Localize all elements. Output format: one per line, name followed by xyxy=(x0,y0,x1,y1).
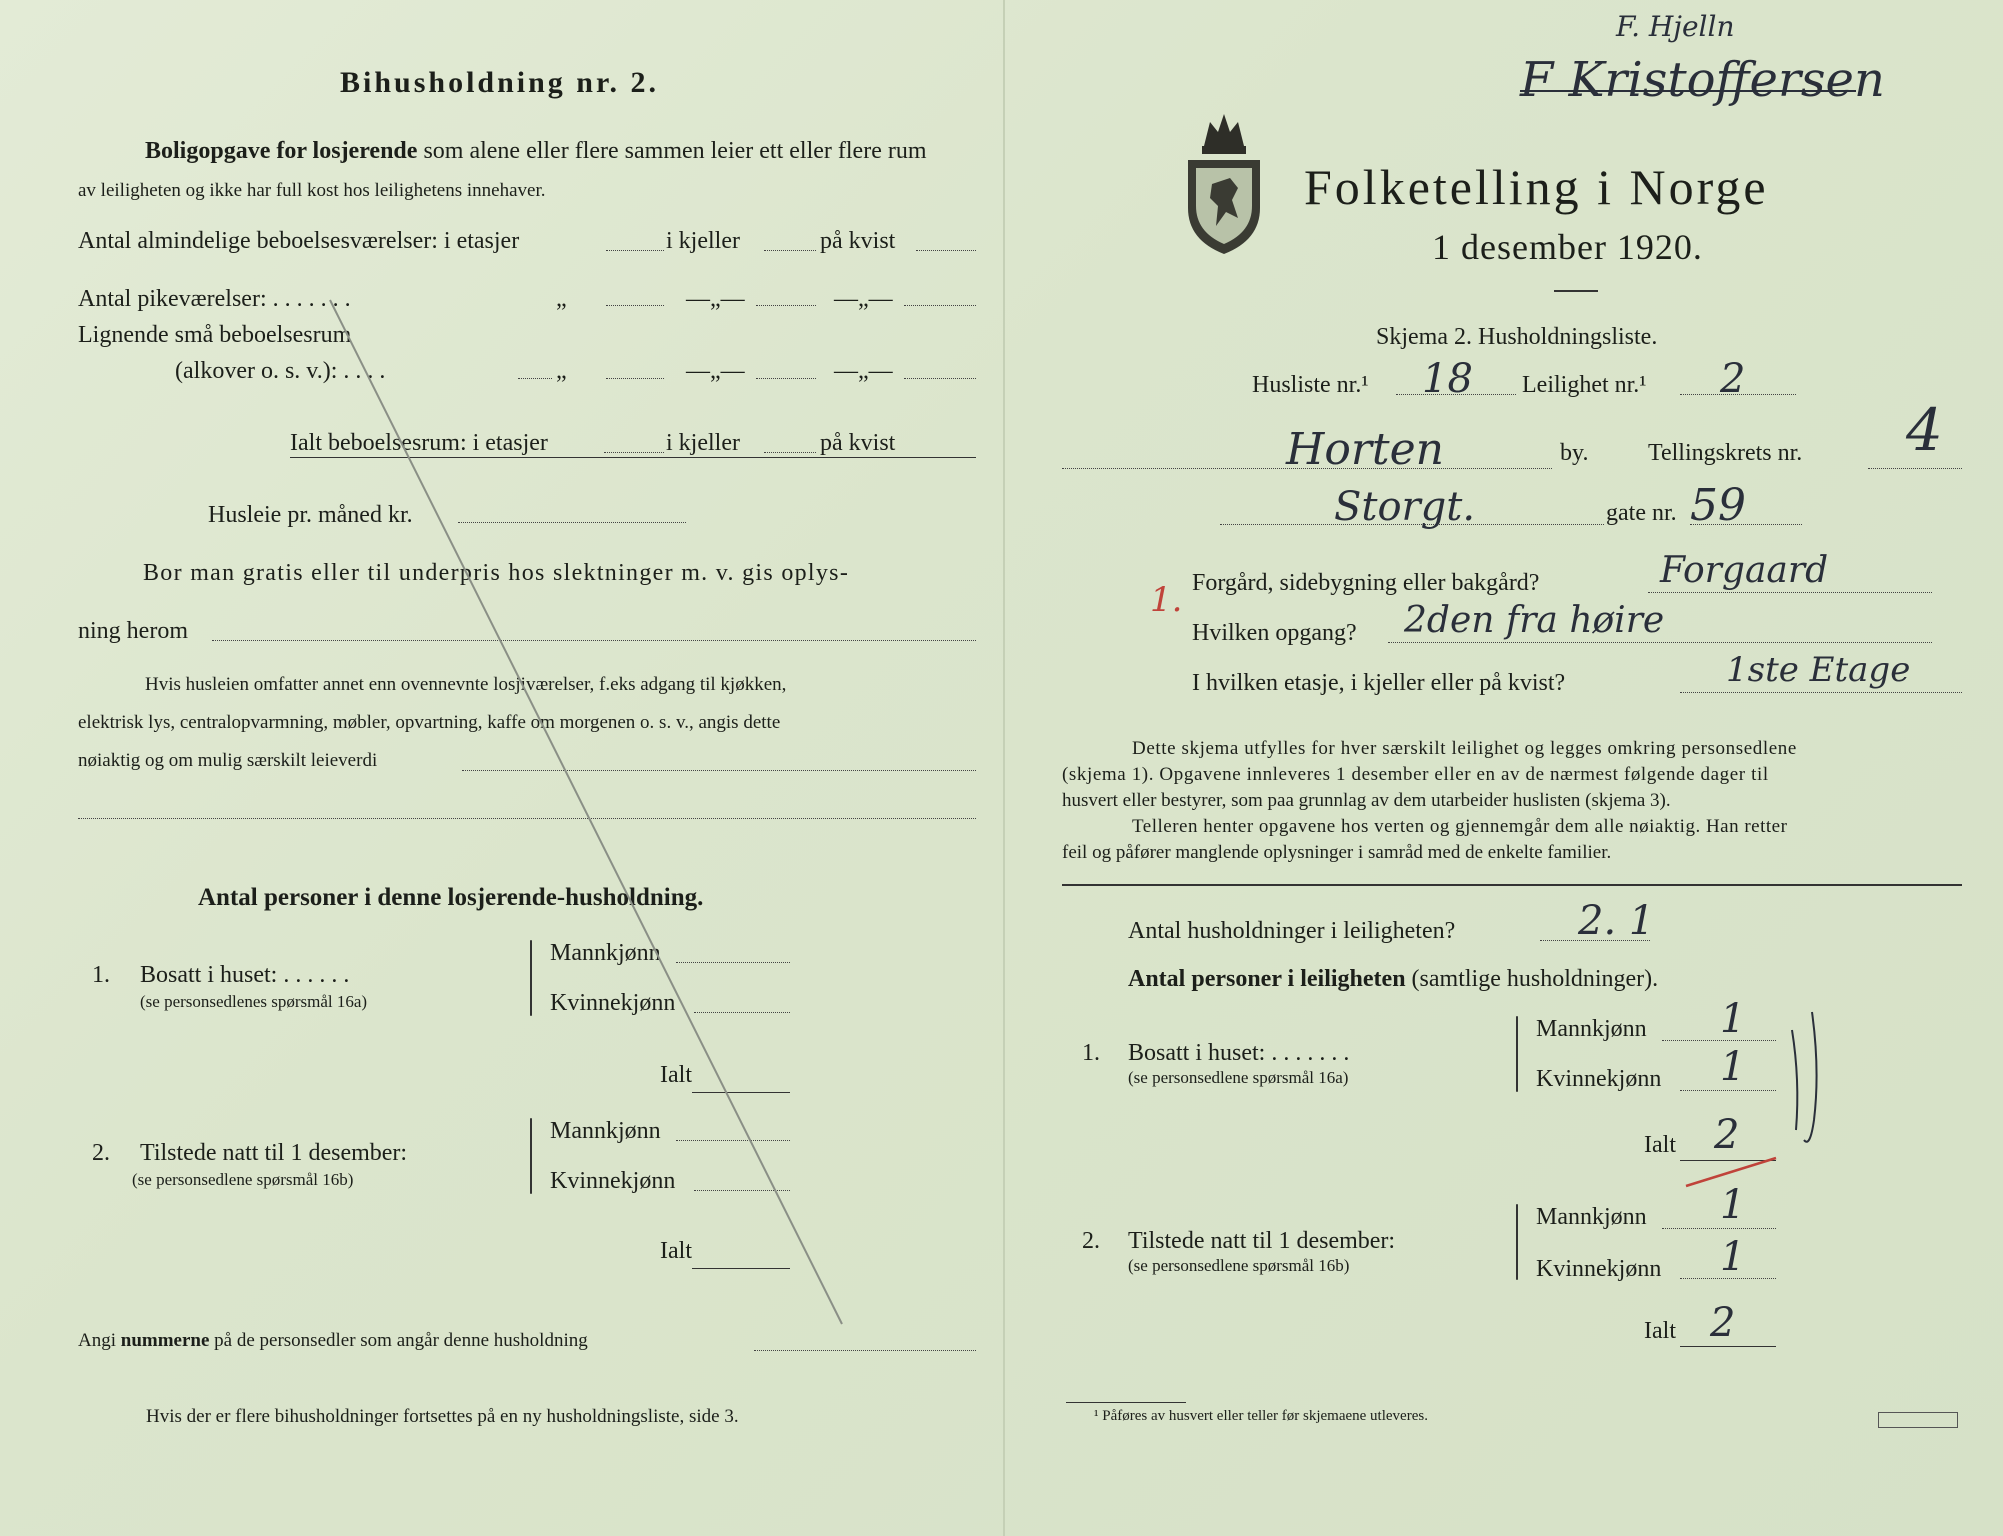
leilighet-value: 2 xyxy=(1720,356,1746,402)
corner-strike-line xyxy=(1520,90,1856,92)
right-q1-kvinne-label: Kvinnekjønn xyxy=(1536,1066,1662,1092)
right-antal-rest: (samtlige husholdninger). xyxy=(1411,966,1659,992)
left-q2-label: Tilstede natt til 1 desember: xyxy=(140,1140,408,1166)
rooms-kjeller: i kjeller xyxy=(666,228,740,254)
lign-label-1: Lignende små beboelsesrum xyxy=(78,322,352,348)
right-q2-num: 2. xyxy=(1082,1228,1100,1254)
bor-line-2: ning herom xyxy=(78,618,188,644)
hushold-label: Antal husholdninger i leiligheten? xyxy=(1128,918,1456,944)
pike-ditto: „ xyxy=(556,286,567,312)
right-q2-kvinne-value: 1 xyxy=(1720,1234,1746,1280)
right-q1-ialt-label: Ialt xyxy=(1644,1132,1676,1158)
right-q2-sub: (se personsedlene spørsmål 16b) xyxy=(1128,1256,1350,1275)
bor-line-1: Bor man gratis eller til underpris hos slektninger m. v. gis oplys- xyxy=(143,560,850,586)
intro-bold: Boligopgave for losjerende xyxy=(145,138,418,164)
right-q1-sub: (se personsedlene spørsmål 16a) xyxy=(1128,1068,1349,1087)
instr-line-2: (skjema 1). Opgavene innleveres 1 desember eller en av de nærmest følgende dager til xyxy=(1062,764,1769,785)
schema-label: Skjema 2. Husholdningsliste. xyxy=(1376,324,1658,350)
left-q2-kvinne: Kvinnekjønn xyxy=(550,1168,676,1194)
pike-label: Antal pikeværelser: . . . . . . . xyxy=(78,286,351,312)
instr-line-5: feil og påfører manglende oplysninger i samråd med de enkelte familier. xyxy=(1062,842,1612,863)
angi-bold: nummerne xyxy=(120,1330,210,1351)
ialt-rum-kvist: på kvist xyxy=(820,430,896,456)
by-value: Horten xyxy=(1286,424,1444,475)
right-q2-mann-line xyxy=(1662,1228,1776,1229)
husliste-label: Husliste nr.¹ xyxy=(1252,372,1369,398)
printer-stamp xyxy=(1878,1412,1958,1428)
instr-line-1: Dette skjema utfylles for hver særskilt leilighet og legges omkring personsedlene xyxy=(1132,738,1797,759)
hvis-line-3: nøiaktig og om mulig særskilt leieverdi xyxy=(78,750,378,771)
intro-line2: av leiligheten og ikke har full kost hos leilighetens innehaver. xyxy=(78,180,546,201)
gate-nr-value: 59 xyxy=(1690,480,1746,531)
gate-label: gate nr. xyxy=(1606,500,1677,526)
left-q1-sub: (se personsedlenes spørsmål 16a) xyxy=(140,992,368,1011)
lign-ditto-3: —„— xyxy=(834,358,893,384)
corner-top-signature: F. Hjelln xyxy=(1616,10,1735,43)
forgaard-line xyxy=(1648,592,1932,593)
by-label: by. xyxy=(1560,440,1589,466)
opgang-line xyxy=(1388,642,1932,643)
right-q2-label: Tilstede natt til 1 desember: xyxy=(1128,1228,1396,1254)
left-q1-mann: Mannkjønn xyxy=(550,940,661,966)
angi-post: på de personsedler som angår denne husholdning xyxy=(214,1330,588,1351)
lign-ditto-2: —„— xyxy=(686,358,745,384)
opgang-label: Hvilken opgang? xyxy=(1192,620,1357,646)
lign-ditto: „ xyxy=(556,358,567,384)
right-q2-mann-label: Mannkjønn xyxy=(1536,1204,1647,1230)
right-q1-kvinne-value: 1 xyxy=(1720,1044,1746,1090)
right-title: Folketelling i Norge xyxy=(1304,159,1769,215)
etasje-label: I hvilken etasje, i kjeller eller på kvist? xyxy=(1192,670,1566,696)
left-q2-ialt: Ialt xyxy=(660,1238,692,1264)
right-q1-mann-value: 1 xyxy=(1720,996,1746,1042)
right-q2-ialt-line xyxy=(1680,1346,1776,1347)
etasje-value: 1ste Etage xyxy=(1726,650,1911,690)
hushold-value: 2. 1 xyxy=(1578,898,1655,944)
pike-ditto-3: —„— xyxy=(834,286,893,312)
title-rule xyxy=(1554,290,1598,292)
left-q1-kvinne: Kvinnekjønn xyxy=(550,990,676,1016)
left-q2-num: 2. xyxy=(92,1140,110,1166)
rooms-label: Antal almindelige beboelsesværelser: i etasjer xyxy=(78,228,520,254)
footnote: ¹ Påføres av husvert eller teller før skjemaene utleveres. xyxy=(1094,1408,1428,1424)
pike-ditto-2: —„— xyxy=(686,286,745,312)
ialt-rum-kjeller: i kjeller xyxy=(666,430,740,456)
angi-pre: Angi xyxy=(78,1330,116,1351)
page-fold xyxy=(1003,0,1005,1536)
tellingskrets-line xyxy=(1868,468,1962,469)
left-footer: Hvis der er flere bihusholdninger fortsettes på en ny husholdningsliste, side 3. xyxy=(146,1406,739,1427)
left-title: Bihusholdning nr. 2. xyxy=(340,66,660,99)
left-antal-heading: Antal personer i denne losjerende-husholdning. xyxy=(198,884,704,911)
right-q2-ialt-value: 2 xyxy=(1710,1300,1736,1346)
left-q1-label: Bosatt i huset: . . . . . . xyxy=(140,962,350,988)
corner-struck-signature: F Kristoffersen xyxy=(1520,52,1885,108)
right-q1-num: 1. xyxy=(1082,1040,1100,1066)
leilighet-label: Leilighet nr.¹ xyxy=(1522,372,1647,398)
pen-marks xyxy=(1500,990,1830,1210)
right-q2-mann-value: 1 xyxy=(1720,1182,1746,1228)
etasje-line xyxy=(1680,692,1962,693)
left-q2-sub: (se personsedlene spørsmål 16b) xyxy=(132,1170,354,1189)
gate-value: Storgt. xyxy=(1334,484,1476,530)
right-q2-kvinne-label: Kvinnekjønn xyxy=(1536,1256,1662,1282)
tellingskrets-value: 4 xyxy=(1906,396,1943,464)
opgang-value: 2den fra høire xyxy=(1404,600,1665,641)
left-q2-mann: Mannkjønn xyxy=(550,1118,661,1144)
intro-line1: som alene eller flere sammen leier ett eller flere rum xyxy=(423,138,927,164)
lign-label-2: (alkover o. s. v.): . . . . xyxy=(175,358,386,384)
right-q1-ialt-value: 2 xyxy=(1714,1112,1740,1158)
rooms-kvist: på kvist xyxy=(820,228,896,254)
left-q1-num: 1. xyxy=(92,962,110,988)
hvis-line-2: elektrisk lys, centralopvarmning, møbler, opvartning, kaffe om morgenen o. s. v., angis dette xyxy=(78,712,781,733)
husleie-label: Husleie pr. måned kr. xyxy=(208,502,413,528)
right-date: 1 desember 1920. xyxy=(1432,227,1703,267)
instr-rule xyxy=(1062,884,1962,886)
tellingskrets-label: Tellingskrets nr. xyxy=(1648,440,1803,466)
right-antal-bold: Antal personer i leiligheten xyxy=(1128,966,1406,992)
instr-line-3: husvert eller bestyrer, som paa grunnlag av dem utarbeider huslisten (skjema 3). xyxy=(1062,790,1671,811)
husliste-value: 18 xyxy=(1422,356,1473,402)
footnote-rule xyxy=(1066,1402,1186,1403)
right-q2-brace xyxy=(1516,1204,1518,1280)
right-q1-mann-label: Mannkjønn xyxy=(1536,1016,1647,1042)
right-q2-ialt-label: Ialt xyxy=(1644,1318,1676,1344)
forgaard-label: Forgård, sidebygning eller bakgård? xyxy=(1192,570,1540,596)
right-q1-label: Bosatt i huset: . . . . . . . xyxy=(1128,1040,1350,1066)
hvis-line-1: Hvis husleien omfatter annet enn ovennevnte losjiværelser, f.eks adgang til kjøkken, xyxy=(145,674,787,695)
ialt-rum-label: Ialt beboelsesrum: i etasjer xyxy=(290,430,548,456)
left-q1-ialt: Ialt xyxy=(660,1062,692,1088)
forgaard-value: Forgaard xyxy=(1660,550,1829,591)
instr-line-4: Telleren henter opgavene hos verten og gjennemgår dem alle nøiaktig. Han retter xyxy=(1132,816,1788,837)
red-margin-mark: 1. xyxy=(1150,580,1183,620)
coat-of-arms-icon xyxy=(1180,108,1268,256)
